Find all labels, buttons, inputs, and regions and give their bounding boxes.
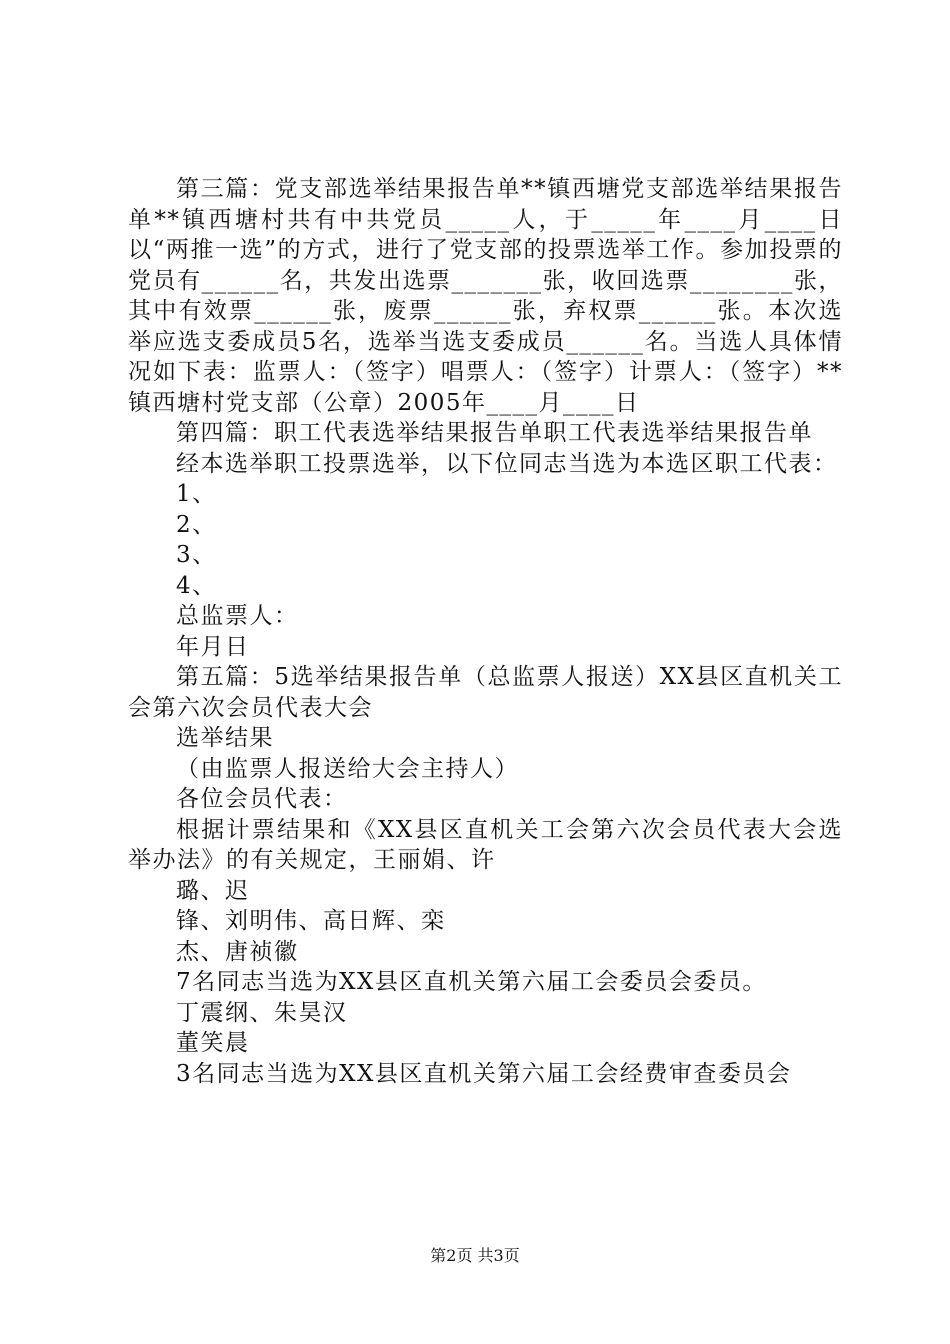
result-body-paragraph: 根据计票结果和《XX县区直机关工会第六次会员代表大会选举办法》的有关规定，王丽娟、许: [128, 816, 843, 873]
list-item: 1、: [176, 481, 217, 507]
section-three-paragraph: 第三篇：党支部选举结果报告单**镇西塘党支部选举结果报告单**镇西塘村共有中共党员_____人，于_____年____月____日以“两推一选”的方式，进行了党支部的投票选举工作。参加投票的党员有______名，共发出选票_______张，收回选票________张，其中有效票______张，废票______张，弃权票______张。本次选举应选支委成员5名，选举当选支委成员______名。当选人具体情况如下表：监票人：（签字）唱票人：（签字）计票人：（签字）**镇西塘村党支部（公章）2005年____月____日: [128, 176, 843, 416]
page-number-footer: 第2页 共3页: [430, 1246, 520, 1265]
list-item: 3、: [176, 542, 217, 568]
list-item: 4、: [176, 572, 217, 599]
result-note: （由监票人报送给大会主持人）: [176, 755, 519, 782]
section-five-title: 第五篇：5选举结果报告单（总监票人报送）XX县区直机关工会第六次会员代表大会: [128, 664, 843, 721]
text-line: 璐、迟: [176, 877, 250, 904]
section-four-body: 经本选举职工投票选举，以下位同志当选为本选区职工代表：: [176, 450, 838, 477]
section-four-title: 第四篇：职工代表选举结果报告单职工代表选举结果报告单: [176, 420, 813, 446]
text-line: 杰、唐祯徽: [176, 938, 299, 965]
text-line: 董笑晨: [176, 1030, 250, 1056]
document-body: [128, 174, 843, 1089]
greeting-line: 各位会员代表：: [176, 786, 348, 812]
result-heading: 选举结果: [176, 725, 274, 751]
date-line: 年月日: [176, 633, 250, 660]
text-line: 丁震纲、朱昊汉: [176, 999, 348, 1026]
list-item: 2、: [176, 511, 217, 538]
text-line: 锋、刘明伟、高日辉、栾: [176, 908, 446, 934]
text-line: 3名同志当选为XX县区直机关第六届工会经费审查委员会: [176, 1060, 792, 1087]
chief-supervisor-line: 总监票人：: [176, 603, 299, 629]
text-line: 7名同志当选为XX县区直机关第六届工会委员会委员。: [176, 969, 767, 995]
